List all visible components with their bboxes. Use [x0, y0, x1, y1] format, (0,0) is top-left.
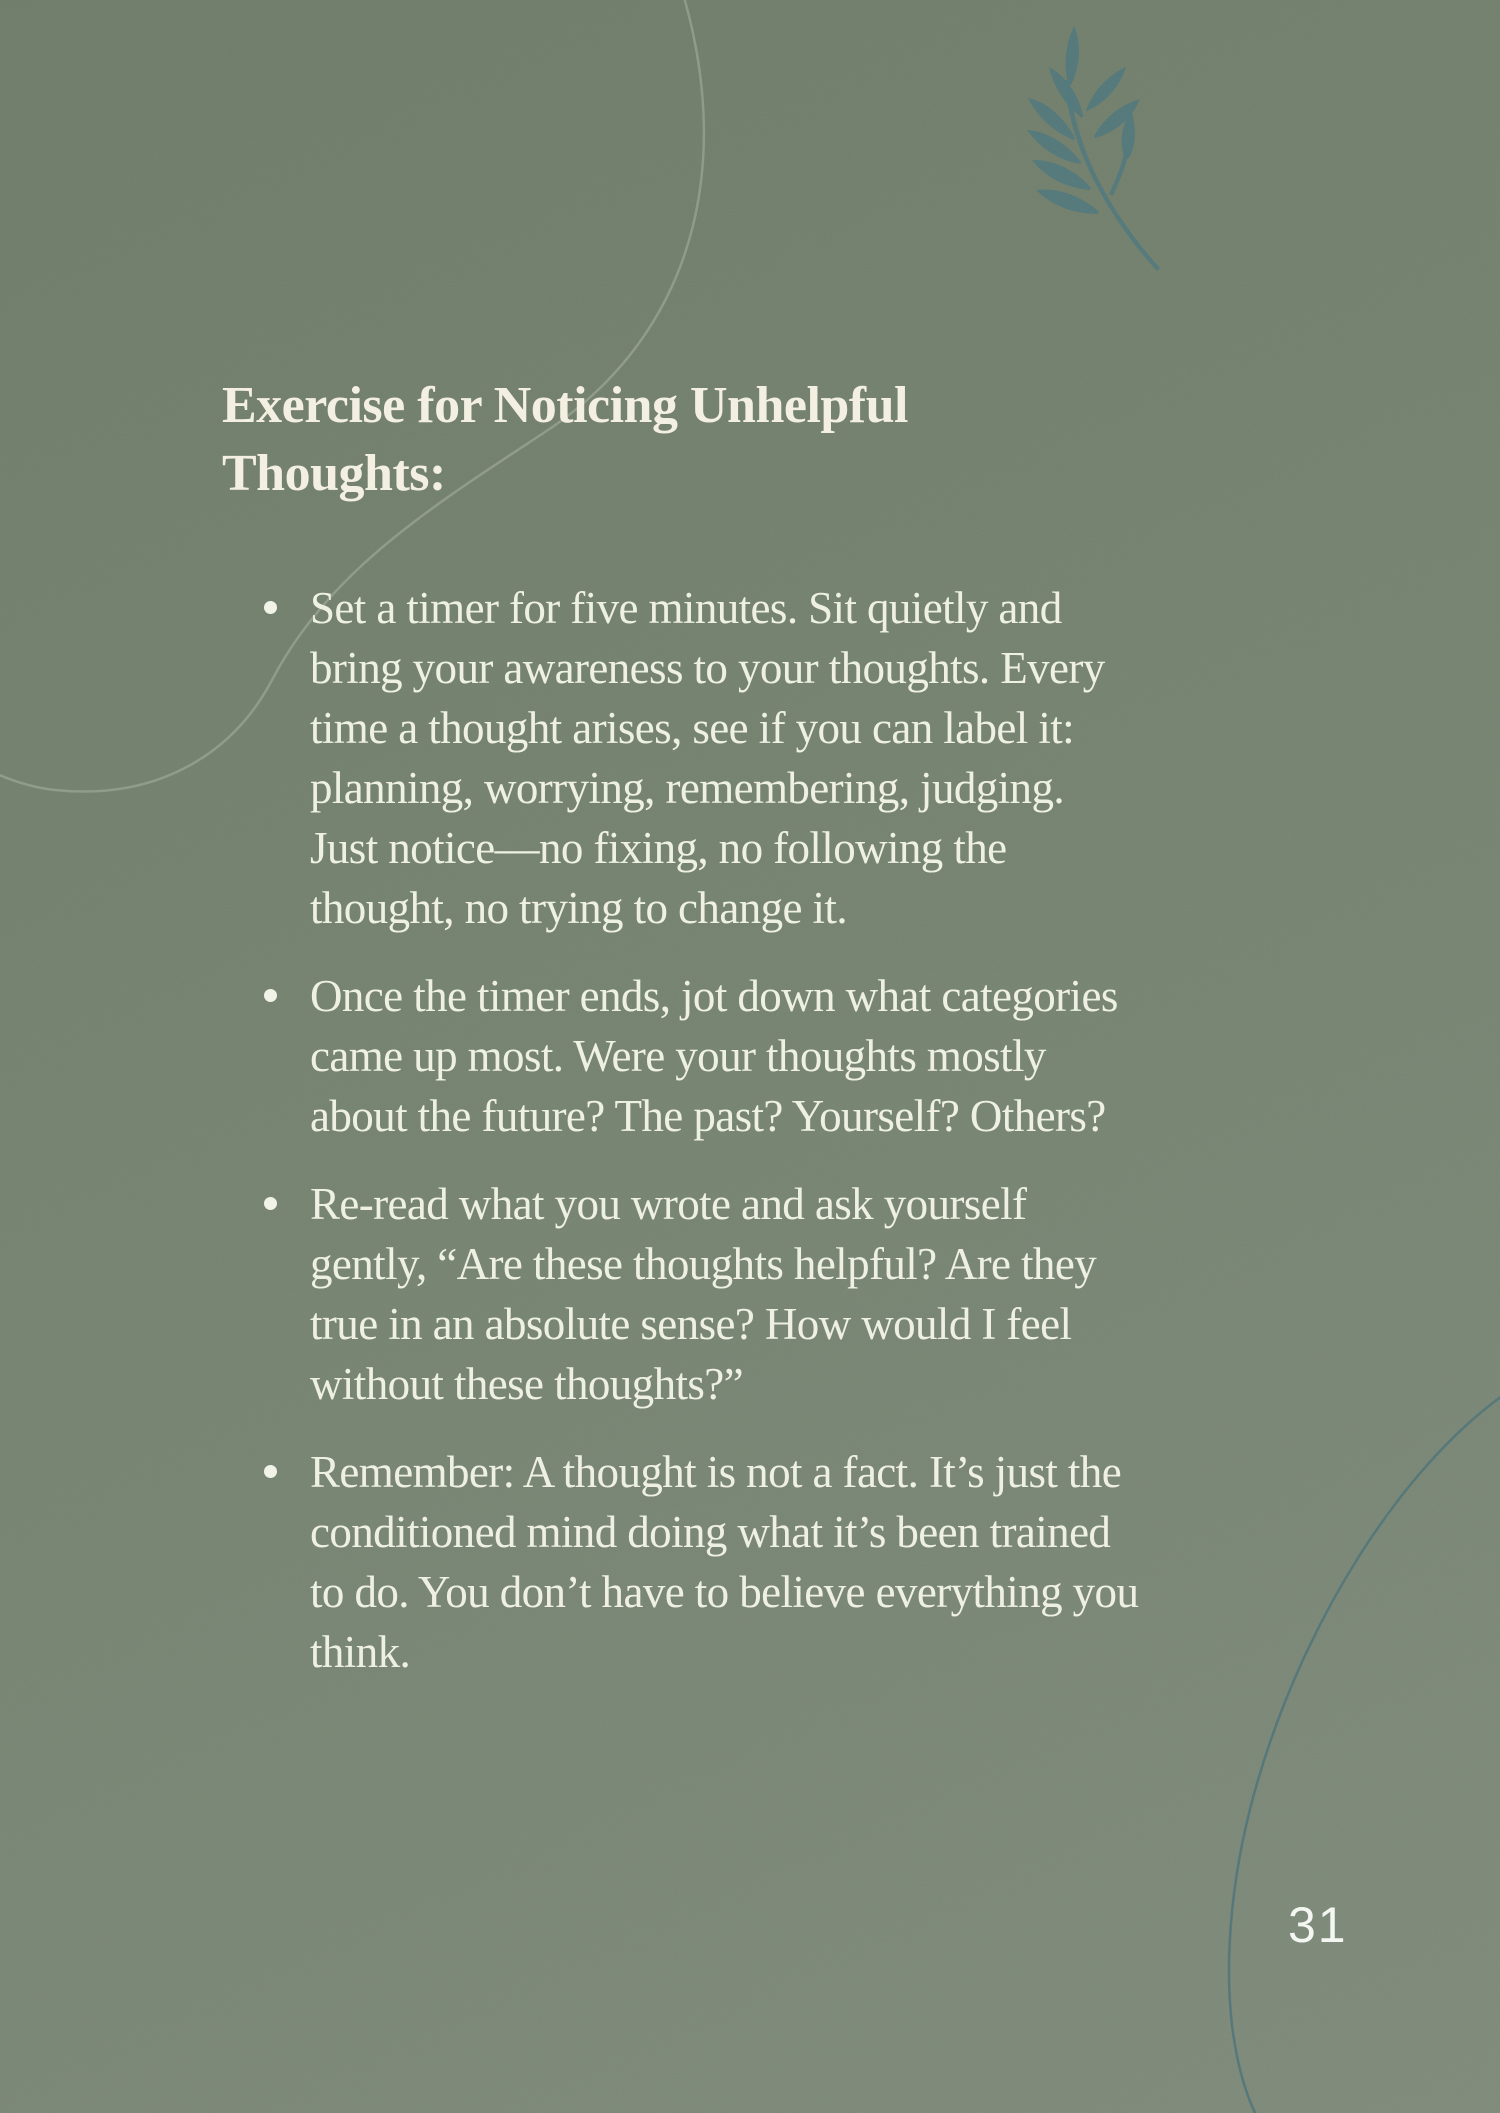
- bullet-text-line: conditioned mind doing what it’s been trained: [310, 1507, 1111, 1557]
- bullet-text-line: without these thoughts?”: [310, 1359, 744, 1409]
- page-number: 31: [1288, 1897, 1348, 1953]
- page-title-line2: Thoughts:: [222, 445, 446, 502]
- bullet-text-line: think.: [310, 1627, 411, 1677]
- page-title-line1: Exercise for Noticing Unhelpful: [222, 377, 908, 434]
- bullet-dot-icon: [264, 1197, 277, 1210]
- bullet-text-line: Re-read what you wrote and ask yourself: [310, 1179, 1027, 1229]
- bullet-text-line: Remember: A thought is not a fact. It’s just the: [310, 1447, 1122, 1497]
- list-item: [310, 1442, 1138, 1682]
- bullet-text-line: time a thought arises, see if you can label it:: [310, 703, 1075, 753]
- page-title: [222, 372, 908, 508]
- exercise-bullet-list: [310, 578, 1138, 1710]
- bullet-text-line: Just notice—no fixing, no following the: [310, 823, 1007, 873]
- list-item: [310, 1174, 1138, 1414]
- bullet-text-line: thought, no trying to change it.: [310, 883, 847, 933]
- bullet-text-line: planning, worrying, remembering, judging.: [310, 763, 1065, 813]
- bullet-dot-icon: [264, 601, 277, 614]
- list-item: [310, 578, 1138, 938]
- bullet-dot-icon: [264, 989, 277, 1002]
- bullet-text-line: to do. You don’t have to believe everything you: [310, 1567, 1139, 1617]
- bullet-text-line: true in an absolute sense? How would I feel: [310, 1299, 1072, 1349]
- list-item: [310, 966, 1138, 1146]
- bullet-dot-icon: [264, 1465, 277, 1478]
- bullet-text-line: came up most. Were your thoughts mostly: [310, 1031, 1046, 1081]
- bullet-text-line: about the future? The past? Yourself? Others?: [310, 1091, 1106, 1141]
- bullet-text-line: bring your awareness to your thoughts. Every: [310, 643, 1105, 693]
- bullet-text-line: Once the timer ends, jot down what categories: [310, 971, 1118, 1021]
- bullet-text-line: Set a timer for five minutes. Sit quietly and: [310, 583, 1062, 633]
- bullet-text-line: gently, “Are these thoughts helpful? Are they: [310, 1239, 1097, 1289]
